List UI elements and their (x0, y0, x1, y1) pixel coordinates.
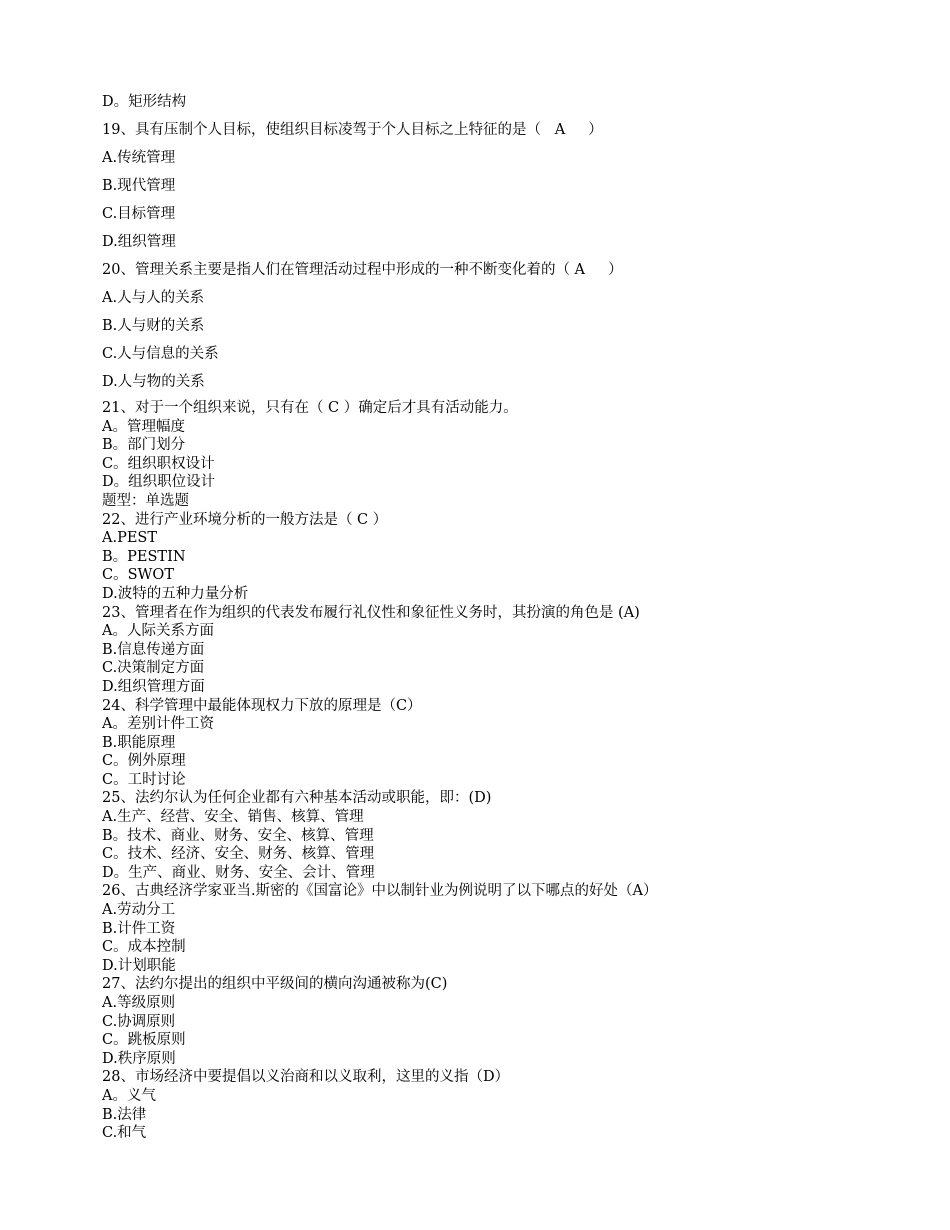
option-line: D.组织管理 (102, 234, 176, 250)
option-line: C。跳板原则 (102, 1032, 186, 1049)
option-line: C.目标管理 (102, 206, 176, 222)
option-line: A。管理幅度 (102, 418, 185, 435)
option-line: A.传统管理 (102, 150, 176, 166)
option-line: D.秩序原则 (102, 1050, 176, 1067)
option-line: C。SWOT (102, 567, 174, 584)
option-line: B.人与财的关系 (102, 318, 205, 334)
option-line: A。人际关系方面 (102, 623, 214, 640)
option-line: B.职能原理 (102, 734, 176, 751)
question-25: 25、法约尔认为任何企业都有六种基本活动或职能，即：(D) (102, 790, 492, 807)
option-line: C.协调原则 (102, 1013, 176, 1030)
option-line: D.波特的五种力量分析 (102, 585, 249, 602)
question-23: 23、管理者在作为组织的代表发布履行礼仪性和象征性义务时，其扮演的角色是 (A) (102, 604, 640, 621)
option-line: C。成本控制 (102, 939, 186, 956)
option-line: A。差别计件工资 (102, 716, 214, 733)
question-27: 27、法约尔提出的组织中平级间的横向沟通被称为(C) (102, 976, 448, 993)
option-line: B.信息传递方面 (102, 641, 205, 658)
option-line: A.PEST (102, 530, 158, 547)
option-line: B。PESTIN (102, 548, 186, 565)
text-line: D。矩形结构 (102, 94, 187, 110)
option-line: C.决策制定方面 (102, 660, 205, 677)
question-26: 26、古典经济学家亚当.斯密的《国富论》中以制针业为例说明了以下哪点的好处（A） (102, 883, 658, 900)
option-line: A.劳动分工 (102, 902, 176, 919)
question-type-label: 题型：单选题 (102, 492, 189, 509)
option-line: B。技术、商业、财务、安全、核算、管理 (102, 827, 374, 844)
option-line: C。例外原理 (102, 753, 186, 770)
question-24: 24、科学管理中最能体现权力下放的原理是（C） (102, 697, 422, 714)
option-line: B。部门划分 (102, 437, 186, 454)
option-line: C。技术、经济、安全、财务、核算、管理 (102, 846, 375, 863)
option-line: C.和气 (102, 1125, 147, 1142)
option-line: D.计划职能 (102, 957, 176, 974)
option-line: B.计件工资 (102, 920, 176, 937)
option-line: C。工时讨论 (102, 771, 186, 788)
question-block-lower (102, 399, 922, 1142)
question-28: 28、市场经济中要提倡以义治商和以义取利，这里的义指（D） (102, 1069, 510, 1086)
question-20: 20、管理关系主要是指人们在管理活动过程中形成的一种不断变化着的（ A ） (102, 262, 623, 278)
document-body (102, 93, 922, 1143)
question-19: 19、具有压制个人目标，使组织目标凌驾于个人目标之上特征的是（ A ） (102, 122, 603, 138)
question-22: 22、进行产业环境分析的一般方法是（ C ） (102, 511, 388, 528)
option-line: D.人与物的关系 (102, 374, 205, 390)
option-line: D.组织管理方面 (102, 678, 205, 695)
option-line: C。组织职权设计 (102, 455, 215, 472)
option-line: B.法律 (102, 1106, 147, 1123)
option-line: D。组织职位设计 (102, 474, 216, 491)
option-line: D。生产、商业、财务、安全、会计、管理 (102, 864, 375, 881)
option-line: A.人与人的关系 (102, 290, 205, 306)
option-line: C.人与信息的关系 (102, 346, 219, 362)
option-line: B.现代管理 (102, 178, 176, 194)
option-line: A.生产、经营、安全、销售、核算、管理 (102, 809, 364, 826)
question-21: 21、对于一个组织来说，只有在（ C ）确定后才具有活动能力。 (102, 400, 518, 416)
question-block-upper (102, 93, 922, 391)
option-line: A.等级原则 (102, 995, 176, 1011)
option-line: A。义气 (102, 1087, 156, 1104)
